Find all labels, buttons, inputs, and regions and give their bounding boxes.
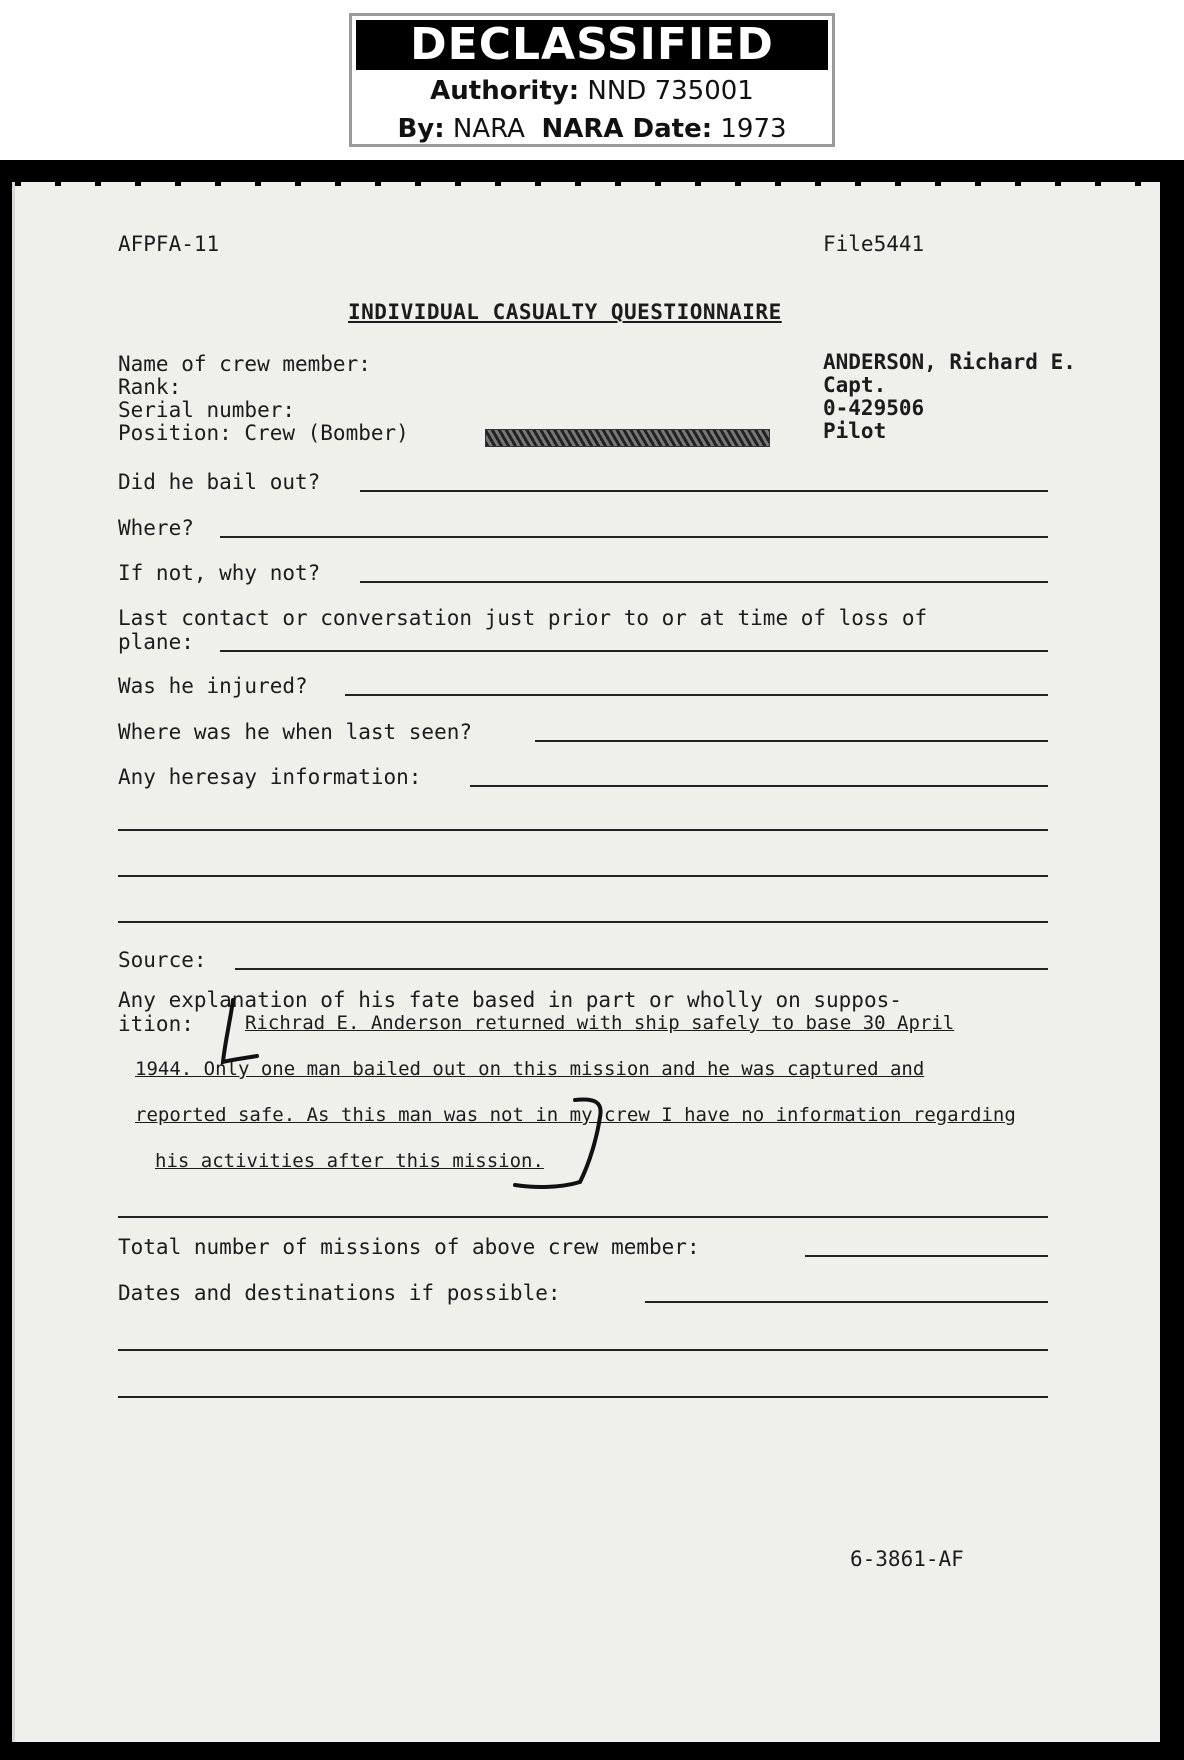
position-label: Position: Crew (Bomber) [118,421,409,445]
file-number: File5441 [823,232,925,256]
declassified-stamp [349,13,835,147]
stamp-by-date: By: NARA NARA Date: 1973 [397,114,787,144]
answer-line [235,968,1048,970]
serial-value: 0-429506 [823,396,925,420]
form-code: AFPFA-11 [118,232,220,256]
answer-line [118,921,1048,923]
stamp-title: DECLASSIFIED [356,20,828,70]
redaction-mark [485,429,770,447]
rank-value: Capt. [823,373,887,397]
answer-line [535,740,1048,742]
name-label: Name of crew member: [118,352,371,376]
question-last-contact-cont: plane: [118,630,194,654]
answer-line [118,829,1048,831]
question-why-not: If not, why not? [118,561,321,585]
answer-text-line-2: 1944. Only one man bailed out on this mission and he was captured and [135,1058,925,1080]
rank-label: Rank: [118,375,182,399]
answer-line [805,1255,1048,1257]
question-explanation-cont: ition: [118,1012,194,1036]
question-source: Source: [118,948,207,972]
form-footer-code: 6-3861-AF [850,1547,964,1571]
question-dates: Dates and destinations if possible: [118,1281,561,1305]
answer-line [220,650,1048,652]
answer-line [645,1301,1048,1303]
question-last-seen: Where was he when last seen? [118,720,473,744]
answer-line [345,694,1048,696]
question-injured: Was he injured? [118,674,308,698]
answer-line [360,581,1048,583]
answer-text-line-4: his activities after this mission. [155,1150,544,1172]
answer-line [118,1349,1048,1351]
scanned-page [0,160,1184,1760]
answer-line [118,1216,1048,1218]
binder-edge [15,176,1160,186]
serial-label: Serial number: [118,398,296,422]
answer-line [118,875,1048,877]
form-title: INDIVIDUAL CASUALTY QUESTIONNAIRE [348,300,782,324]
question-hearsay: Any heresay information: [118,765,422,789]
answer-line [360,490,1048,492]
answer-text-line-3: reported safe. As this man was not in my crew I have no information regarding [135,1104,1016,1126]
questionnaire-form [12,182,1160,1742]
answer-line [118,1396,1048,1398]
position-value: Pilot [823,419,887,443]
question-last-contact: Last contact or conversation just prior to or at time of loss of [118,606,928,630]
answer-line [470,785,1048,787]
stamp-authority: Authority: NND 735001 [430,76,754,106]
answer-text-line-1: Richrad E. Anderson returned with ship safely to base 30 April [245,1012,955,1034]
question-explanation: Any explanation of his fate based in part or wholly on suppos- [118,988,902,1012]
name-value: ANDERSON, Richard E. [823,350,1076,374]
question-where: Where? [118,516,194,540]
answer-line [220,536,1048,538]
question-bail-out: Did he bail out? [118,470,321,494]
question-missions: Total number of missions of above crew member: [118,1235,700,1259]
